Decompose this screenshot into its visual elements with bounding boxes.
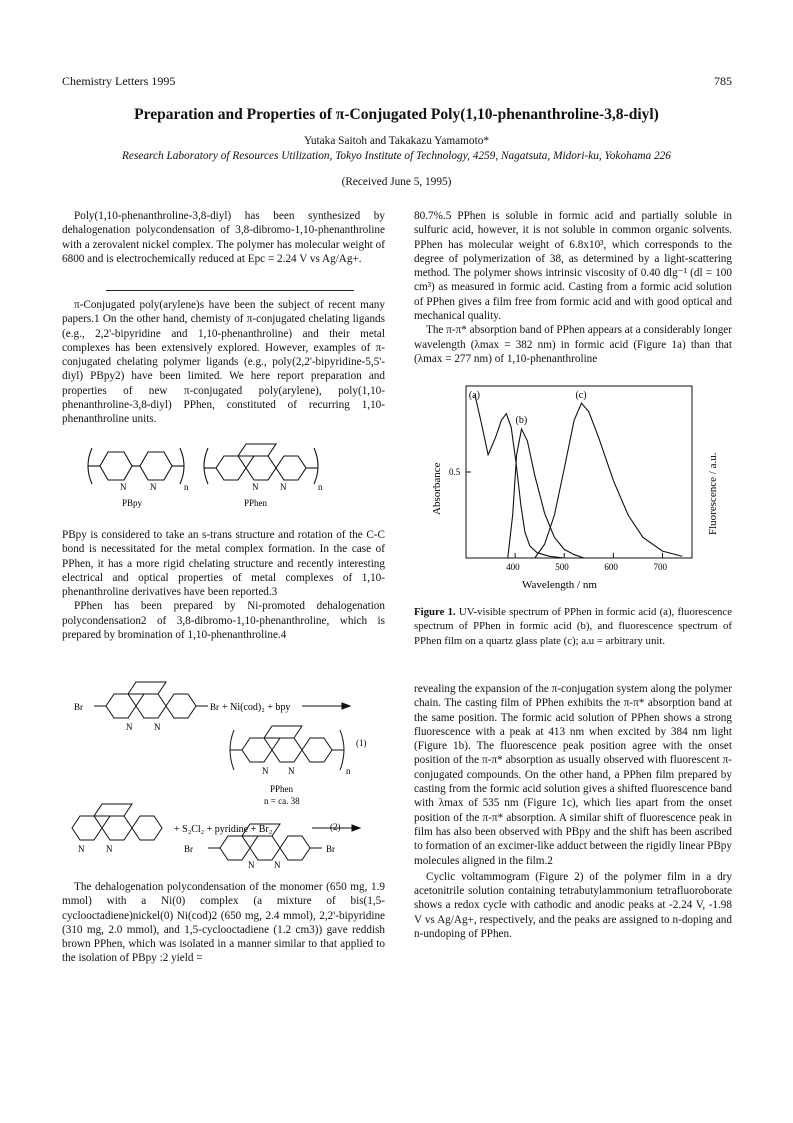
paragraph-3: PPhen has been prepared by Ni-promoted dehalogenation polycondensation2 of 3,8-dibromo-1,10-phenanthroline, which is prepared by bromination of 1,10-phenanthroline.4 (62, 600, 385, 642)
reagents-eq2: + S₂Cl₂ + pyridine + Br₂ (174, 824, 273, 835)
br-label: Br (184, 844, 193, 854)
received-date: (Received June 5, 1995) (341, 176, 452, 188)
curve-label: (a) (468, 390, 480, 401)
x-axis-label: Wavelength / nm (522, 579, 597, 591)
abstract-divider (106, 290, 354, 291)
abstract (62, 209, 385, 266)
n-atom-label: N (280, 482, 287, 492)
pphen-product-label: PPhen (270, 784, 294, 794)
y-tick-label: 0.5 (449, 467, 461, 477)
authors: Yutaka Saitoh and Takakazu Yamamoto* (303, 135, 490, 147)
x-tick-label: 500 (555, 562, 569, 572)
paragraph-2: PBpy is considered to take an s-trans structure and rotation of the C-C bond is necessitated for the metal complex formation. In the case of PPhen, it has a more rigid chelating structure and recently interesting electrical and optical properties of metal complexes of 1,10-phenanthroline derivatives have been reported.3 (62, 529, 385, 599)
n-atom-label: N (274, 860, 281, 870)
caption-text: UV-visible spectrum of PPhen in formic acid (a), fluorescence spectrum of PPhen in formic acid (b), and fluorescence spectrum of PPhen film on a quartz glass plate (c); a.u = arbitrary unit. (414, 606, 732, 647)
paragraph-5: 80.7%.5 PPhen is soluble in formic acid and partially soluble in sulfuric acid, however, it is not soluble in common organic solvents. PPhen has molecular weight of 6.8x10³, which corresponds to the degree of polymerization of 38, as determined by a light-scattering method. The polymer shows intrinsic viscosity of 0.40 dlg⁻¹ (dl = 100 cm³) as measured in formic acid. Casting from a formic acid solution of PPhen gives a film free from formic acid and with good optical and mechanical quality. (414, 210, 732, 323)
paragraph-6: The π-π* absorption band of PPhen appears at a considerably longer wavelength (λmax = 382 nm) in formic acid (Figure 1a) than that (λmax = 277 nm) of 1,10-phenanthroline (414, 324, 732, 365)
paragraph-4: The dehalogenation polycondensation of the monomer (650 mg, 1.9 mmol) with a Ni(0) complex (a mixture of bis(1,5-cyclooctadiene)nickel(0) Ni(cod)2 (650 mg, 2.4 mmol), 2,2'-bipyridine (310 mg, 2.0 mmol), and 1,5-cyclooctadiene (1.2 cm3)) gave reddish brown PPhen, which was isolated in a manner similar to that applied to the isolation of PBpy :2 yield = (62, 881, 385, 965)
paragraph-8: Cyclic voltammogram (Figure 2) of the polymer film in a dry acetonitrile solution containing tetrabutylammonium tetrafluoroborate shows a redox cycle with cathodic and anodic peaks at -2.24 V, -1.98 V vs Ag/Ag+, respectively, and the peaks are assigned to n-doping and n-undoping of PPhen. (414, 870, 732, 941)
right-column-bottom (414, 682, 732, 941)
curve-label: (c) (575, 390, 587, 401)
y-axis-right-label: Fluorescence / a.u. (707, 452, 719, 535)
repeat-n-label: n (318, 482, 323, 492)
journal-name: Chemistry Letters 1995 (62, 74, 176, 88)
degree-of-polymerization: n = ca. 38 (264, 796, 300, 806)
br-label: Br (326, 844, 335, 854)
synthesis-paragraph (62, 880, 385, 966)
equation-2-number: (2) (330, 822, 341, 832)
br-label: Br (210, 702, 219, 712)
repeat-n-label: n (346, 766, 351, 776)
x-tick-label: 700 (653, 562, 668, 572)
n-atom-label: N (78, 844, 85, 854)
n-atom-label: N (288, 766, 295, 776)
x-tick-label: 600 (604, 562, 618, 572)
n-atom-label: N (106, 844, 113, 854)
figure-1-caption (414, 605, 732, 648)
n-atom-label: N (154, 722, 161, 732)
n-atom-label: N (120, 482, 127, 492)
n-atom-label: N (150, 482, 157, 492)
abstract-text: Poly(1,10-phenanthroline-3,8-diyl) has been synthesized by dehalogenation polycondensation of 3,8-dibromo-1,10-phenanthroline with a zerovalent nickel complex. The polymer has molecular weight of 6800 and is electrochemically reduced at Epc = 2.24 V vs Ag/Ag+. (62, 210, 385, 265)
paragraph-pbpy (62, 528, 385, 642)
paper-title: Preparation and Properties of π-Conjugated Poly(1,10-phenanthroline-3,8-diyl) (134, 106, 659, 123)
n-atom-label: N (262, 766, 269, 776)
n-atom-label: N (252, 482, 259, 492)
n-atom-label: N (248, 860, 255, 870)
y-axis-label: Absorbance (431, 462, 443, 515)
repeat-n-label: n (184, 482, 189, 492)
caption-label: Figure 1. (414, 606, 456, 618)
paragraph-7: revealing the expansion of the π-conjugation system along the polymer chain. The casting film of PPhen exhibits the π-π* absorption band at the same position. The formic acid solution of PPhen shows a strong fluorescence with a peak at 413 nm when excited by 384 nm light (Figure 1b). The fluorescence peak position agree with the onset position of the π-π* absorption as usually observed with fluorescent π-conjugated compounds. On the other hand, a PPhen film prepared by casting from the formic acid solution gives a shifted fluorescence band with λmax of 535 nm (Figure 1c), which lies apart from the onset position of the π-π* absorption. A similar shift of fluorescence peak in film has also been observed with PBpy and the shift has been ascribed to formation of an excimer-like adduct between the rigidly linear PBpy molecules aligned in the film.2 (414, 683, 732, 867)
polymer-structures (80, 438, 380, 510)
curve-label: (b) (515, 415, 528, 426)
reagents-eq1: + Ni(cod)₂ + bpy (222, 702, 291, 713)
page-number: 785 (714, 74, 732, 88)
pphen-label: PPhen (244, 498, 268, 508)
plot-frame (466, 386, 692, 558)
paragraph-1: π-Conjugated poly(arylene)s have been the subject of recent many papers.1 On the other hand, chemisty of π-conjugated chelating ligands (e.g., 2,2'-bipyridine and 1,10-phenanthroline) and their metal complexes has been extensively explored. However, examples of π-conjugated chelating polymer ligands (e.g., poly(2,2'-bipyridine-5,5'-diyl) PBpy2) have been limited. We here report preparation and properties of new π-conjugated poly(arylene), poly(1,10-phenanthroline-3,8-diyl) PPhen, constituted of recurring 1,10-phenanthroline units. (62, 299, 385, 426)
intro-paragraph (62, 298, 385, 427)
right-column-top (414, 209, 732, 366)
affiliation: Research Laboratory of Resources Utilization, Tokyo Institute of Technology, 4259, Nagatsuta, Midori-ku, Yokohama 226 (122, 150, 671, 162)
series-line-3 (535, 403, 682, 558)
equation-1-number: (1) (356, 738, 367, 748)
pbpy-label: PBpy (122, 498, 143, 508)
x-tick-label: 400 (506, 562, 520, 572)
n-atom-label: N (126, 722, 133, 732)
br-label: Br (74, 702, 83, 712)
reaction-scheme (62, 680, 385, 870)
figure-1-chart (414, 370, 732, 595)
